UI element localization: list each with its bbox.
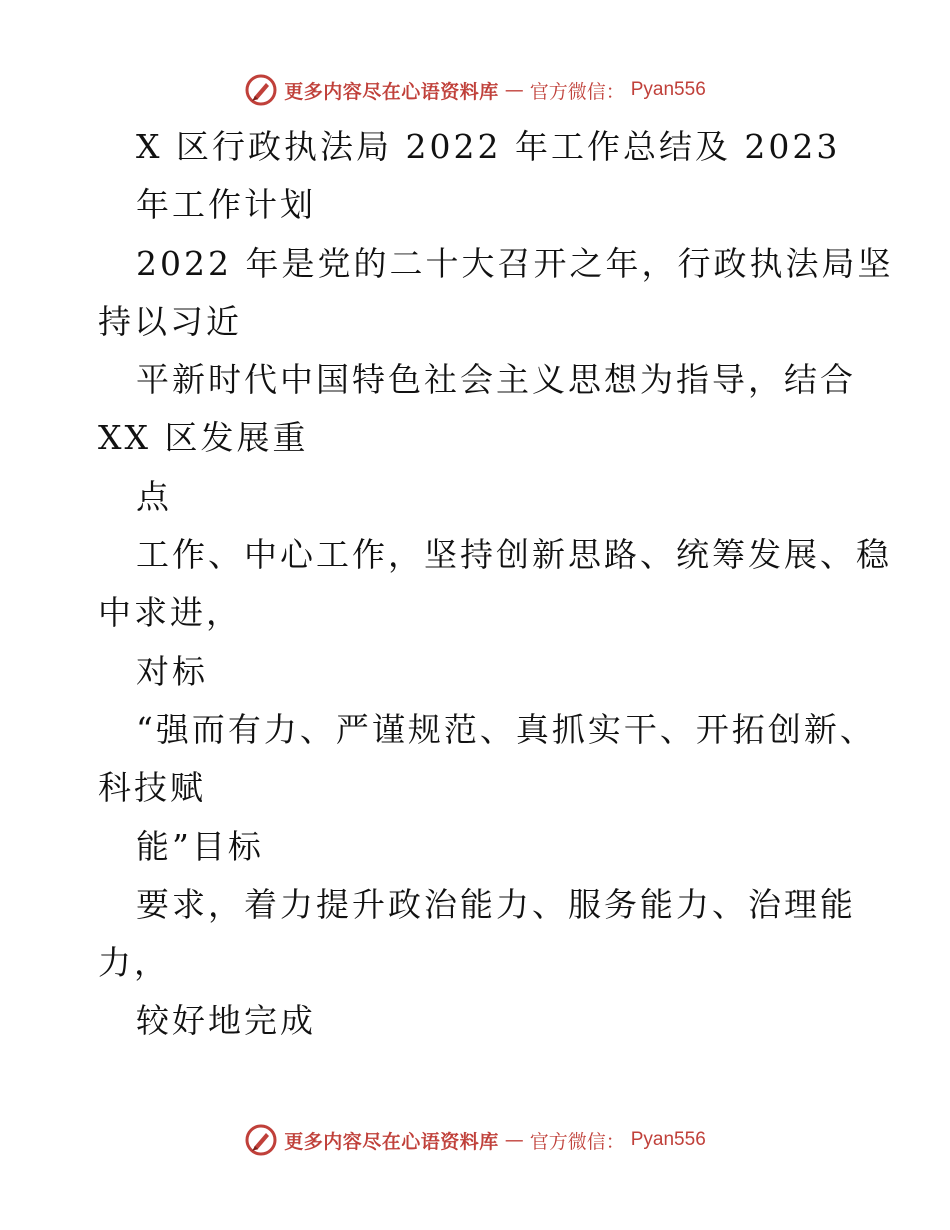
document-line: X 区行政执法局 2022 年工作总结及 2023 (136, 127, 841, 166)
watermark-separator: — (504, 1129, 524, 1151)
document-line: 持以习近 (98, 301, 242, 341)
document-line: 对标 (136, 651, 208, 691)
document-line: 中求进， (98, 593, 242, 633)
document-line: 科技赋 (98, 768, 206, 808)
document-line: 点 (136, 476, 172, 516)
watermark-separator: — (504, 79, 524, 101)
watermark-wechat-label: 官方微信： (529, 1130, 625, 1153)
document-line: 较好地完成 (136, 1001, 316, 1041)
document-line: 平新时代中国特色社会主义思想为指导，结合 (136, 360, 856, 400)
document-line: 能”目标 (136, 826, 264, 866)
document-body (98, 118, 894, 1051)
document-line: 要求，着力提升政治能力、服务能力、治理能 (136, 884, 856, 924)
document-line: 工作、中心工作，坚持创新思路、统筹发展、稳 (136, 535, 892, 575)
document-line: XX 区发展重 (98, 418, 309, 458)
document-line: 力， (98, 943, 170, 983)
quill-pen-circle-icon (244, 73, 278, 107)
watermark-banner-top (0, 70, 950, 110)
watermark-site-text: 更多内容尽在心语资料库 (284, 80, 499, 103)
watermark-wechat-id: Pyan556 (630, 79, 706, 100)
document-line: 年工作计划 (136, 185, 316, 225)
watermark-wechat-id: Pyan556 (630, 1129, 706, 1150)
quill-pen-circle-icon (244, 1123, 278, 1157)
document-line: 2022 年是党的二十大召开之年，行政执法局坚 (136, 243, 894, 283)
document-line: “强而有力、严谨规范、真抓实干、开拓创新、 (136, 709, 876, 749)
watermark-wechat-label: 官方微信： (529, 80, 625, 103)
watermark-banner-bottom (0, 1120, 950, 1160)
watermark-site-text: 更多内容尽在心语资料库 (284, 1130, 499, 1153)
